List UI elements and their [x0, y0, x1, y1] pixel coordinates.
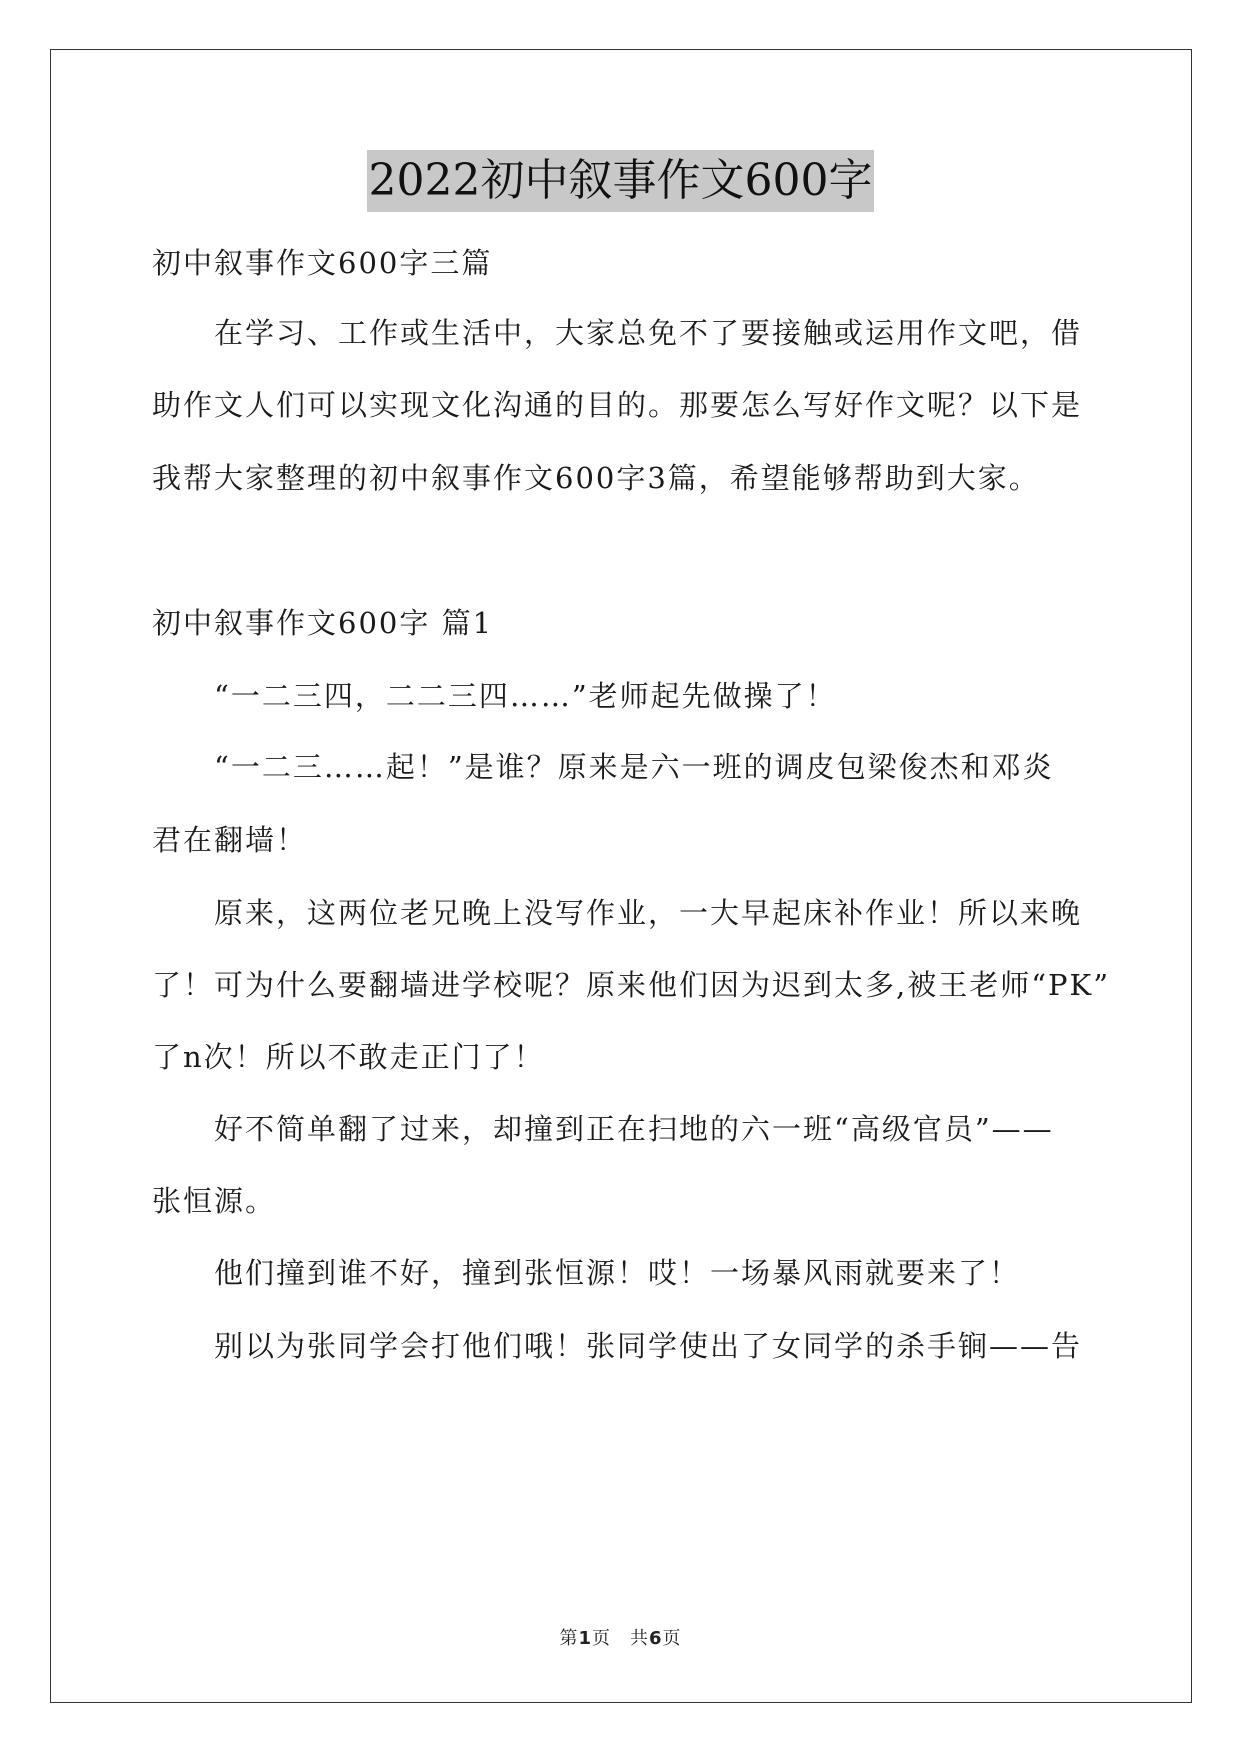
paragraph-line: 他们撞到谁不好，撞到张恒源！哎！一场暴风雨就要来了！ [152, 1256, 1021, 1290]
paragraph-line: 了！可为什么要翻墙进学校呢？原来他们因为迟到太多,被王老师“PK” [152, 968, 1111, 1002]
paragraph-line: 原来，这两位老兄晚上没写作业，一大早起床补作业！所以来晚 [152, 896, 1083, 930]
page-border [50, 49, 1192, 1703]
document-title: 2022初中叙事作文600字 [367, 150, 875, 212]
page-prefix: 第 [559, 1628, 579, 1649]
paragraph-line: 我帮大家整理的初中叙事作文600字3篇，希望能够帮助到大家。 [152, 461, 1040, 495]
paragraph-line: 好不简单翻了过来，却撞到正在扫地的六一班“高级官员”—— [152, 1112, 1054, 1146]
paragraph-line: 了n次！所以不敢走正门了！ [152, 1040, 545, 1074]
page-current: 1 [578, 1628, 592, 1649]
paragraph-line: 张恒源。 [152, 1184, 277, 1218]
paragraph-line: 别以为张同学会打他们哦！张同学使出了女同学的杀手锏——告 [152, 1329, 1083, 1363]
paragraph-line: “一二三……起！”是谁？原来是六一班的调皮包梁俊杰和邓炎 [152, 750, 1054, 784]
page-mid: 页 共 [592, 1628, 649, 1649]
paragraph-line: 君在翻墙！ [152, 823, 308, 857]
page-suffix: 页 [662, 1628, 682, 1649]
section-heading: 初中叙事作文600字三篇 [152, 246, 493, 280]
paragraph-line: “一二三四，二二三四……”老师起先做操了！ [152, 679, 837, 713]
paragraph-line: 助作文人们可以实现文化沟通的目的。那要怎么写好作文呢？以下是 [152, 388, 1083, 422]
page-footer [0, 1624, 1241, 1650]
paragraph-line: 在学习、工作或生活中，大家总免不了要接触或运用作文吧，借 [152, 316, 1083, 350]
section-heading: 初中叙事作文600字 篇1 [152, 606, 494, 640]
title-container [0, 150, 1241, 212]
page-total: 6 [649, 1628, 663, 1649]
